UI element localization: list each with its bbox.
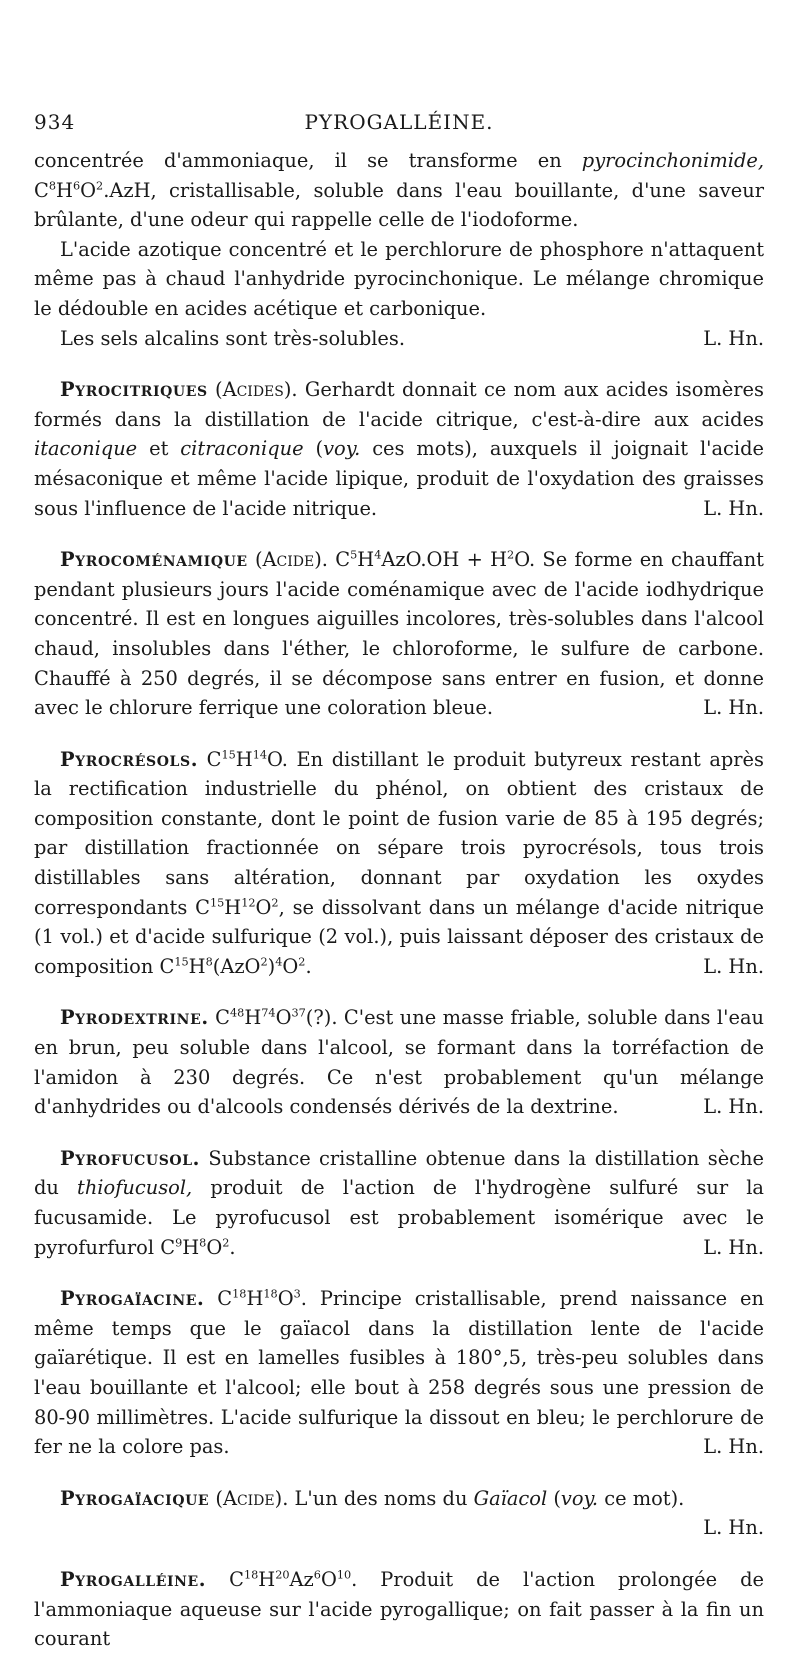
- entry-kind: (Acide).: [254, 548, 328, 572]
- formula-subscript: 37: [291, 1006, 306, 1020]
- headword: Pyrocrésols.: [60, 747, 199, 771]
- headword: Pyrogaïacine.: [60, 1287, 205, 1311]
- entry-pyrocresols: [34, 745, 764, 982]
- author-signature: L. Hn.: [703, 1435, 764, 1459]
- text-run: . Principe cristallisable, prend naissance en même temps que le gaïacol dans la distillation lente de l'acide gaïarétique. Il est en lamelles fusibles à 180°,5, très-peu solubles dans l'eau bouillante et l'alcool; elle bout à 258 degrés sous une pression de 80-90 millimètres. L'acide sulfurique la dissout en bleu; le perchlorure de fer ne la colore pas.: [34, 1287, 764, 1459]
- text-run: (: [303, 437, 324, 461]
- text-run: H: [357, 548, 375, 572]
- text-run: H: [244, 1006, 262, 1030]
- page-body: [34, 146, 764, 1654]
- text-run: H: [235, 747, 253, 771]
- text-run: O: [282, 954, 299, 978]
- entry-pyrodextrine: [34, 1003, 764, 1121]
- text-run: C: [198, 747, 222, 771]
- formula-subscript: 48: [229, 1006, 245, 1020]
- formula-subscript: 74: [261, 1006, 276, 1020]
- formula-subscript: 2: [260, 955, 268, 969]
- text-run: Les sels alcalins sont très-solubles.: [60, 326, 406, 350]
- formula-subscript: 2: [96, 179, 104, 193]
- text-run: et: [137, 437, 181, 461]
- text-run: O: [275, 1006, 292, 1030]
- signature-line: [34, 1513, 764, 1543]
- headword: Pyrocitriques: [60, 378, 208, 402]
- formula-subscript: 18: [232, 1287, 247, 1301]
- formula-subscript: 4: [275, 955, 283, 969]
- formula-subscript: 6: [313, 1568, 321, 1582]
- text-run: C: [208, 1006, 230, 1030]
- formula-subscript: 2: [507, 548, 515, 562]
- continued-paragraph: [34, 146, 764, 235]
- headword: Pyrofucusol.: [60, 1146, 201, 1170]
- formula-subscript: 20: [275, 1568, 290, 1582]
- term-gaiacol: Gaïacol: [473, 1486, 548, 1510]
- author-signature: L. Hn.: [703, 696, 764, 720]
- text-run: C: [204, 1287, 233, 1311]
- entry-pyrogaiacine: [34, 1284, 764, 1462]
- formula-subscript: 8: [205, 955, 213, 969]
- formula-subscript: 5: [350, 548, 358, 562]
- text-run: O. En distillant le produit butyreux restant après la rectification industrielle du phénol, on obtient des cristaux de composition constante, dont le point de fusion varie de 85 à 195 degrés; par distillation fractionnée on sépare trois pyrocrésols, tous trois distillables sans altération, donnant par oxydation les oxydes correspondants C: [34, 747, 764, 919]
- entry-kind: (Acide).: [215, 1486, 289, 1510]
- running-title: PYROGALLÉINE.: [304, 110, 494, 134]
- text-run: .AzH, cristallisable, soluble dans l'eau bouillante, d'une saveur brûlante, d'une odeur qui rappelle celle de l'iodoforme.: [34, 178, 764, 232]
- entry-kind: (Acides).: [215, 378, 298, 402]
- text-run: O: [255, 895, 272, 919]
- entry-pyrogalleine: [34, 1565, 764, 1654]
- text-run: O: [206, 1235, 223, 1259]
- term-voy: voy.: [560, 1486, 599, 1510]
- page-number: 934: [34, 110, 76, 134]
- author-signature: L. Hn.: [703, 954, 764, 978]
- author-signature: L. Hn.: [703, 1516, 764, 1540]
- text-run: ce mot).: [598, 1486, 685, 1510]
- author-signature: L. Hn.: [703, 496, 764, 520]
- formula-subscript: 8: [48, 179, 57, 193]
- text-run: Substance cristalline obtenue dans la distillation sèche du: [34, 1146, 764, 1200]
- entry-pyrocomenamique: [34, 545, 764, 723]
- text-run: AzO.OH + H: [381, 548, 508, 572]
- formula-subscript: 6: [72, 179, 81, 193]
- text-run: O: [277, 1287, 294, 1311]
- formula-subscript: 18: [243, 1568, 259, 1582]
- text-run: (?). C'est une masse friable, soluble dans l'eau en brun, peu soluble dans l'alcool, se formant dans la torréfaction de l'amidon à 230 degrés. Ce n'est probablement qu'un mélange d'anhydrides ou d'alcools condensés dérivés de la dextrine.: [34, 1006, 764, 1119]
- text-run: produit de l'action de l'hydrogène sulfuré sur la fucusamide. Le pyrofucusol est probablement isomérique avec le pyrofurfurol C: [34, 1176, 764, 1259]
- text-run: Gerhardt donnait ce nom aux acides isomères formés dans la distillation de l'acide citrique, c'est-à-dire aux acides: [34, 378, 764, 431]
- entry-pyrofucusol: [34, 1144, 764, 1262]
- headword: Pyrodextrine.: [60, 1006, 209, 1030]
- formula-subscript: 2: [298, 955, 306, 969]
- entry-pyrogaiacique: [34, 1484, 764, 1514]
- formula-subscript: 4: [374, 548, 382, 562]
- headword: Pyrocoménamique: [60, 548, 248, 572]
- text-run: ): [267, 954, 276, 978]
- text-run: L'un des noms du: [288, 1486, 474, 1510]
- text-run: C: [34, 178, 49, 202]
- author-signature: L. Hn.: [703, 326, 764, 350]
- formula-subscript: 9: [175, 1236, 183, 1250]
- formula-subscript: 12: [241, 896, 256, 910]
- formula-subscript: 10: [336, 1568, 352, 1582]
- text-run: H: [258, 1567, 276, 1591]
- term-citraconique: citraconique: [180, 437, 304, 461]
- entry-pyrocitriques: [34, 375, 764, 523]
- formula-subscript: 2: [271, 896, 279, 910]
- text-run: C: [206, 1567, 244, 1591]
- text-run: , se dissolvant dans un mélange d'acide nitrique (1 vol.) et d'acide sulfurique (2 vol.), puis laissant déposer des cristaux de composition C: [34, 895, 765, 978]
- formula-subscript: 15: [209, 896, 225, 910]
- formula-subscript: 15: [221, 748, 236, 762]
- text-run: H: [56, 178, 73, 202]
- text-run: H: [188, 954, 206, 978]
- formula-subscript: 15: [174, 955, 189, 969]
- page-header: [34, 110, 764, 140]
- term-thiofucusol: thiofucusol,: [77, 1176, 193, 1200]
- formula-subscript: 18: [263, 1287, 278, 1301]
- text-run: (: [547, 1486, 561, 1510]
- text-run: H: [182, 1235, 200, 1259]
- text-run: ces mots), auxquels il joignait l'acide mésaconique et même l'acide lipique, produit de l'oxydation des graisses sous l'influence de l'acide nitrique.: [34, 437, 764, 520]
- formula-subscript: 8: [199, 1236, 207, 1250]
- text-run: concentrée d'ammoniaque, il se transforme en: [34, 149, 582, 172]
- text-run: .: [305, 954, 312, 978]
- paragraph-signed: [34, 324, 764, 354]
- text-run: H: [224, 895, 242, 919]
- headword: Pyrogaïacique: [60, 1486, 210, 1510]
- text-run: C: [327, 548, 351, 572]
- author-signature: L. Hn.: [703, 1095, 764, 1119]
- text-run: H: [246, 1287, 264, 1311]
- text-run: O. Se forme en chauffant pendant plusieurs jours l'acide coménamique avec de l'acide iodhydrique concentré. Il est en longues aiguilles incolores, très-solubles dans l'alcool chaud, insolubles dans l'éther, le chloroforme, le sulfure de carbone. Chauffé à 250 degrés, il se décompose sans entrer en fusion, et donne avec le chlorure ferrique une coloration bleue.: [34, 548, 764, 720]
- term-pyrocinchonimide: pyrocinchonimide,: [581, 149, 764, 172]
- term-itaconique: itaconique: [34, 437, 138, 461]
- formula-subscript: 3: [293, 1287, 301, 1301]
- headword: Pyrogalléine.: [60, 1567, 207, 1591]
- text-run: O: [80, 178, 97, 202]
- text-run: Az: [289, 1567, 314, 1591]
- formula-subscript: 14: [252, 748, 268, 762]
- text-run: (AzO: [212, 954, 261, 978]
- text-run: .: [229, 1235, 236, 1259]
- text-run: . Produit de l'action prolongée de l'ammoniaque aqueuse sur l'acide pyrogallique; on fait passer à la fin un courant: [34, 1567, 764, 1651]
- text-run: O: [320, 1567, 337, 1591]
- formula-subscript: 2: [222, 1236, 230, 1250]
- paragraph: L'acide azotique concentré et le perchlorure de phosphore n'attaquent même pas à chaud l'anhydride pyrocinchonique. Le mélange chromique le dédouble en acides acétique et carbonique.: [34, 237, 764, 320]
- term-voy: voy.: [323, 437, 361, 461]
- author-signature: L. Hn.: [703, 1235, 764, 1259]
